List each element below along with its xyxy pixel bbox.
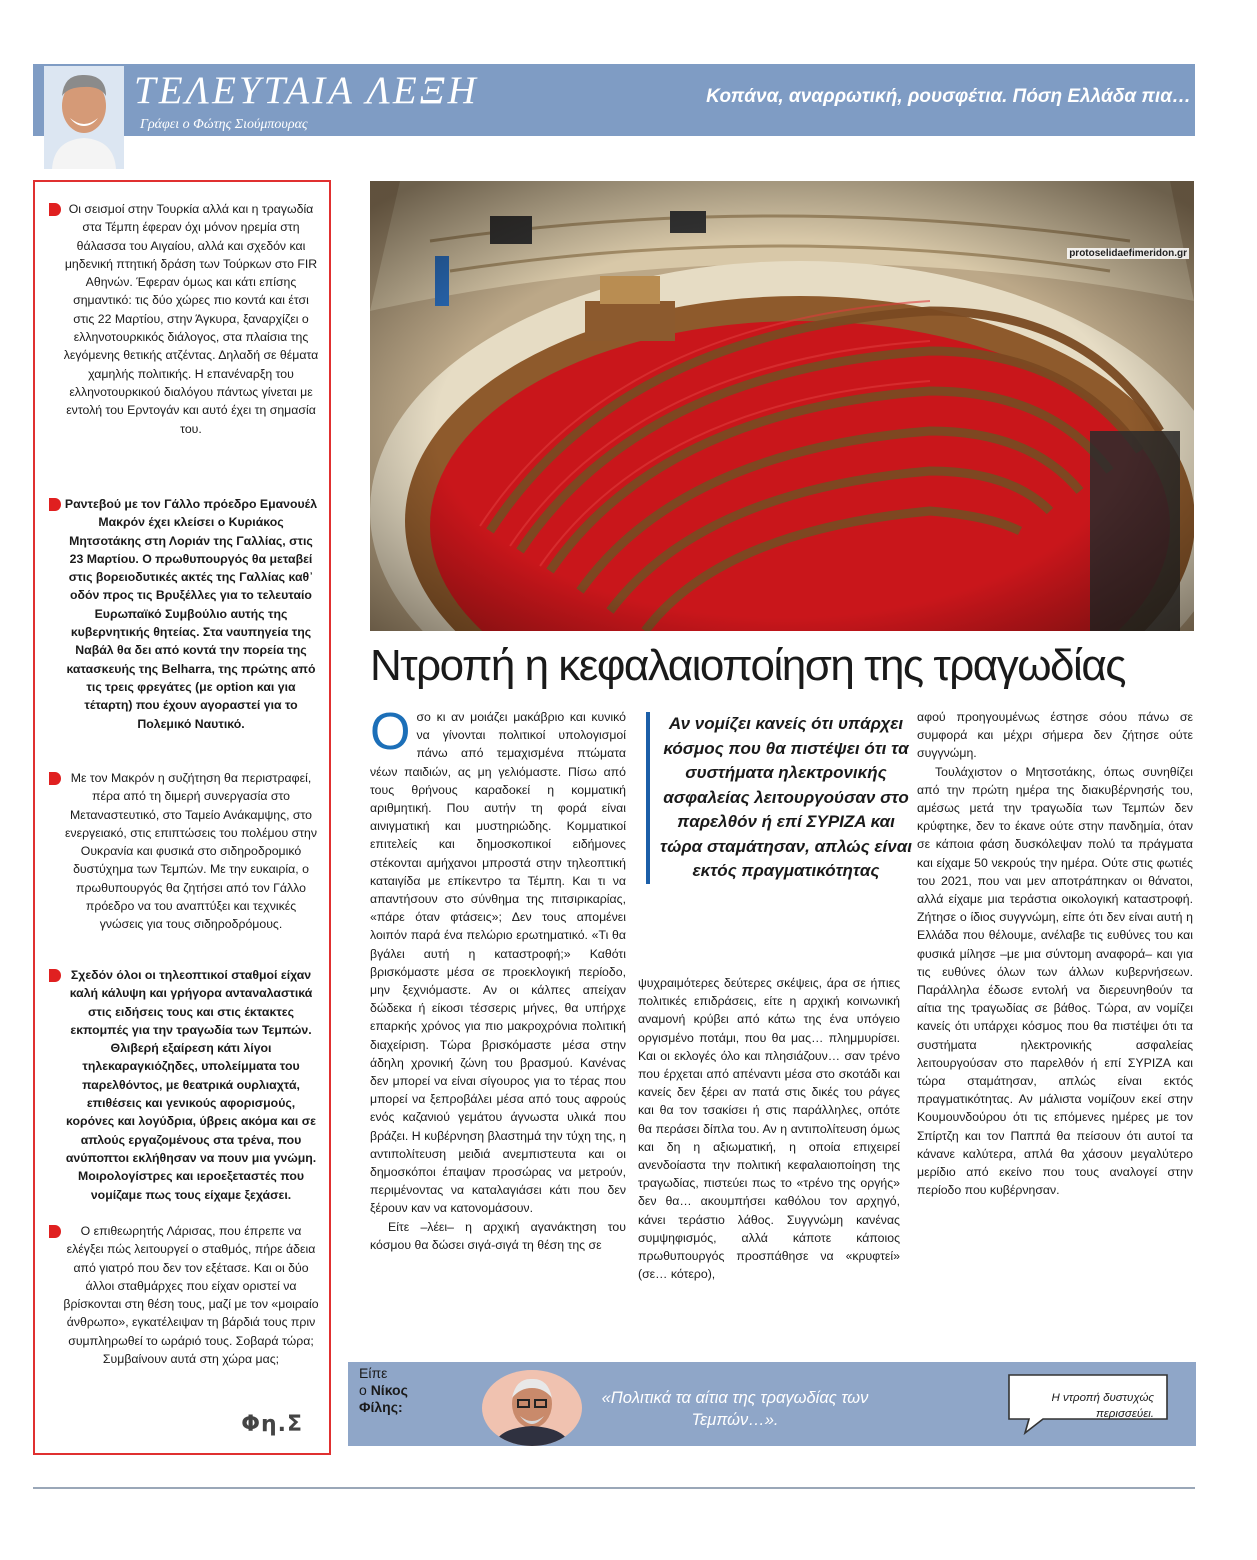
red-marker-icon — [49, 772, 61, 785]
news-briefs-box — [33, 180, 331, 1455]
columnist-photo — [44, 66, 124, 169]
quote-text: «Πολιτικά τα αίτια της τραγωδίας των Τεμπών…». — [601, 1389, 869, 1429]
brief-item — [49, 769, 319, 934]
paragraph: ψυχραιμότερες δεύτερες σκέψεις, άρα σε ήπιες πολιτικές επιδράσεις, είτε η αρχική κοινωνική αναμονή κρύβει από κάτω της ένα υπόγειο οργισμένο ποτάμι, που θα μας… πλημμυρίσει. Και οι εκλογές όλο και πλησιάζουν… σαν τρένο που έρχεται από απέναντι μέσα στο σκοτάδι και κανείς δεν ξέρει αν πατά στις δικές του ράγες και θα τον τσακίσει ή στις παράλληλες, οπότε θα περάσει δίπλα του. Αν η αντιπολίτευση όμως και δη η αξιωματική, η οποία επιχειρεί ανενδοίαστα την πολιτική κεφαλαιοποίηση της τραγωδίας, πιστεύει πως το «τρένο της οργής» δεν θα… ακουμπήσει καθόλου τον αρχηγό, κάνει τεράστιο λάθος. Συγγνώμη κανένας συμψηφισμός, αλλά κάποτε κάποιος πρωθυπουργός προσπάθησε να «κρυφτεί» (σε… κότερο), — [638, 976, 900, 1282]
article-headline: Ντροπή η κεφαλαιοποίηση της τραγωδίας — [370, 641, 1125, 690]
red-marker-icon — [49, 498, 61, 511]
brief-item — [49, 495, 319, 733]
o-label: ο — [359, 1382, 367, 1398]
speaker-photo — [482, 1370, 582, 1446]
said-label: Είπε — [359, 1365, 388, 1381]
drop-cap: Ο — [370, 703, 411, 761]
paragraph: σο κι αν μοιάζει μακάβριο και κυνικό να γίνονται πολιτικοί υπολογισμοί πάνω από τεμαχισμένα πτώματα νέων παιδιών, ας μη γελιόμαστε. Πίσω από τους θρήνους καραδοκεί η κομματική αριθμητική. Που αυτήν τη φορά είναι αινιγματική και μυστηριώδης. Κομματικοί επιτελείς και δημοσκοπικοί ειδήμονες στέκονται αμήχανοι μπροστά στην τηλεοπτική καταιγίδα με επίκεντρο τα Τέμπη. Και τι να απαντήσουν στο σύνθημα της πιτσιρικαρίας, «πάρε όταν φτάσεις»; Δεν τους απομένει λοιπόν παρά ένα πελώριο ερωτηματικό. «Τι θα βγάλει αυτή η καταστροφή;» Καθότι βρισκόμαστε μέσα σε προεκλογική περίοδο, μην ξεχνιόμαστε. Αν οι κάλπες απείχαν δώδεκα ή είκοσι τέσσερις μήνες, θα υπήρχε επαρκής χρόνος για πιο μακροχρόνια πολιτική διαχείριση. Τώρα βρισκόμαστε μέσα στην άδηλη χρονική ζώνη του βρασμού. Κανένας δεν μπορεί να είναι σίγουρος για το τέρας που μπορεί να ξεπροβάλει μέσα από τους αφρούς ενός καζανιού γεμάτου άγνωστα υλικά που βράζει. Η κυβέρνηση βλαστημά την τύχη της, η αντιπολίτευση μειδιά ανεμπιστευτα και οι δημοσκόποι έπαψαν προσώρας να μετρούν, περιμένοντας να καταλαγιάσει κάτι που δεν ξέρουν καν να κατονομάσουν. — [370, 710, 626, 1216]
brief-text: Ραντεβού με τον Γάλλο πρόεδρο Εμανουέλ Μακρόν έχει κλείσει ο Κυριάκος Μητσοτάκης στη Λοριάν της Γαλλίας, στις 23 Μαρτίου. Ο πρωθυπουργός θα μεταβεί στις βορειοδυτικές ακτές της Γαλλίας καθ᾽ οδόν προς τις Βρυξέλλες για το τελευταίο Ευρωπαϊκό Συμβούλιο αυτής της κυβερνητικής θητείας. Στα ναυπηγεία της Ναβάλ θα δει από κοντά την πορεία της κατασκευής της Belharra, της πρώτης από τις τρεις φρεγάτες (με option και για τέταρτη) που έχουν αγοραστεί για το Πολεμικό Ναυτικό. — [64, 497, 318, 731]
column-title: ΤΕΛΕΥΤΑΙΑ ΛΕΞΗ — [134, 69, 479, 112]
paragraph: Τουλάχιστον ο Μητσοτάκης, όπως συνηθίζει από την πρώτη ημέρα της διακυβέρνησής του, αμέσως μετά την τραγωδία των Τεμπών δεν κρύφτηκε, δεν το έκανε ούτε στην πανδημία, όταν σε κάποια φάση δυσκόλεψαν πολύ τα πράγματα και είχαμε 50 νεκρούς την ημέρα. Ούτε στις φωτιές του 2021, που ναι μεν αποτράπηκαν οι θάνατοι, αλλά είχαμε μια τεράστια οικολογική καταστροφή. Ζήτησε ο ίδιος συγγνώμη, είπε ότι δεν είναι αυτή η Ελλάδα που θέλουμε, ανέλαβε τις ευθύνες του και φυσικά μίλησε –με μια σύντομη αναφορά– και για τις ευθύνες όλων των άλλων κυβερνήσεων. Παράλληλα έδωσε εντολή να διερευνηθούν τα αίτια της τραγωδίας σε βάθος. Τώρα, αν νομίζει κανείς ότι υπάρχει κόσμος που θα πιστέψει ότι τα συστήματα ηλεκτρονικής ασφαλείας λειτουργούσαν στο παρελθόν ή επί ΣΥΡΙΖΑ και τώρα σταμάτησαν, απλώς είναι εκτός πραγματικότητας. Αν μάλιστα νομίζουν εκεί στην Κουμουνδούρου ότι τις επόμενες ημέρες με τον Σπίρτζη και τον Παππά θα πείσουν ότι αυτοί τα κάνανε καλύτερα, απλά θα χάσουν μεγαλύτερο μερίδιο από εκείνο που τους αναλογεί στην περίοδο που κυβέρνησαν. — [917, 764, 1193, 1198]
brief-text: Οι σεισμοί στην Τουρκία αλλά και η τραγωδία στα Τέμπη έφεραν όχι μόνον ηρεμία στη θάλασσα του Αιγαίου, αλλά και σχεδόν και μηδενική πτητική δράση των Τούρκων στο FIR Αθηνών. Έφεραν όμως και κάτι επίσης σημαντικό: τις δύο χώρες πιο κοντά και έτσι στις 22 Μαρτίου, στην Άγκυρα, ξαναρχίζει ο ελληνοτουρκικός διάλογος, στα πλαίσια της λεγόμενης θετικής ατζέντας. Δηλαδή σε θέματα χαμηλής πολιτικής. Η επανέναρξη του ελληνοτουρκικού διαλόγου πάντως γίνεται με εντολή του Ερντογάν και αυτό έχει τη σημασία του. — [63, 202, 319, 436]
article-column-2 — [638, 974, 900, 1283]
speaker-last-name: Φίλης: — [359, 1399, 403, 1415]
paragraph: αφού προηγουμένως έστησε σόου πάνω σε συμφορά και μέχρι σήμερα δεν ζήτησε ούτε συγγνώμη. — [917, 710, 1193, 761]
quote-speaker — [359, 1365, 439, 1416]
pull-quote: Αν νομίζει κανείς ότι υπάρχει κόσμος που θα πιστέψει ότι τα συστήματα ηλεκτρονικής ασφαλείας λειτουργούσαν στο παρελθόν ή επί ΣΥΡΙΖΑ και τώρα σταμάτησαν, απλώς είναι εκτός πραγματικότητας — [646, 712, 912, 884]
brief-text: Με τον Μακρόν η συζήτηση θα περιστραφεί, πέρα από τη διμερή συνεργασία στο Μεταναστευτικό, στο Ταμείο Ανάκαμψης, στο ενεργειακό, στις επιπτώσεις του πολέμου στην Ουκρανία και φυσικά στο σιδηροδρομικό δυστύχημα των Τεμπών. Με την ευκαιρία, ο πρωθυπουργός θα ζητήσει από τον Γάλλο πρόεδρο να του αναπτύξει και τεχνικές γνώσεις για τους σιδηροδρόμους. — [64, 771, 318, 932]
red-marker-icon — [49, 969, 61, 982]
brief-item — [49, 200, 319, 438]
footer-rule — [33, 1487, 1195, 1489]
author-signature: Φη.Σ — [241, 1412, 303, 1437]
paragraph: Είτε –λέει– η αρχική αγανάκτηση του κόσμου θα δώσει σιγά-σιγά τη θέση της σε — [370, 1219, 626, 1252]
brief-item — [49, 1222, 319, 1368]
brief-text: Ο επιθεωρητής Λάρισας, που έπρεπε να ελέγξει πώς λειτουργεί ο σταθμός, πήρε άδεια από γιατρό που δεν τον εξέτασε. Και οι δύο άλλοι σταθμάρχες που είχαν οριστεί να βρίσκονται στη θέση τους, μαζί με τον «μοιραίο άνθρωπο», εγκατέλειψαν τη βάρδιά τους πριν συμπληρωθεί το ωράριό τους. Σοβαρά τώρα; Συμβαίνουν αυτά στη χώρα μας; — [63, 1224, 319, 1367]
header-tagline: Κοπάνα, αναρρωτική, ρουσφέτια. Πόση Ελλάδα πια… — [706, 86, 1191, 107]
article-column-3 — [917, 708, 1193, 1199]
red-marker-icon — [49, 1225, 61, 1238]
bubble-text: Η ντροπή δυστυχώς περισσεύει. — [1051, 1392, 1154, 1420]
speaker-first-name: Νίκος — [370, 1382, 408, 1398]
brief-text: Σχεδόν όλοι οι τηλεοπτικοί σταθμοί είχαν καλή κάλυψη και γρήγορα ανταναλαστικά στις ειδήσεις τους και στις έκτακτες εκπομπές για την τραγωδία των Τεμπών. Θλιβερή εξαίρεση κάτι λίγοι τηλεκαραγκιόζηδες, υπολείμματα του παρελθόντος, με θεατρικά ουρλιαχτά, επιθέσεις και γενικούς αφορισμούς, κορόνες και λογύδρια, ύβρεις ακόμα και σε απλούς εργαζομένους στα τρένα, που ανύποπτοι εκλήθησαν να πουν μια γνώμη. Μοιρολογίστρες και ιεροεξεταστές που νομίζαμε πως τους είχαμε ξεχάσει. — [65, 968, 317, 1202]
brief-item — [49, 966, 319, 1204]
red-marker-icon — [49, 203, 61, 216]
article-column-1 — [370, 703, 626, 1254]
byline: Γράφει ο Φώτης Σιούμπουρας — [140, 117, 308, 132]
watermark: protoselidaefimeridon.gr — [1069, 248, 1187, 259]
